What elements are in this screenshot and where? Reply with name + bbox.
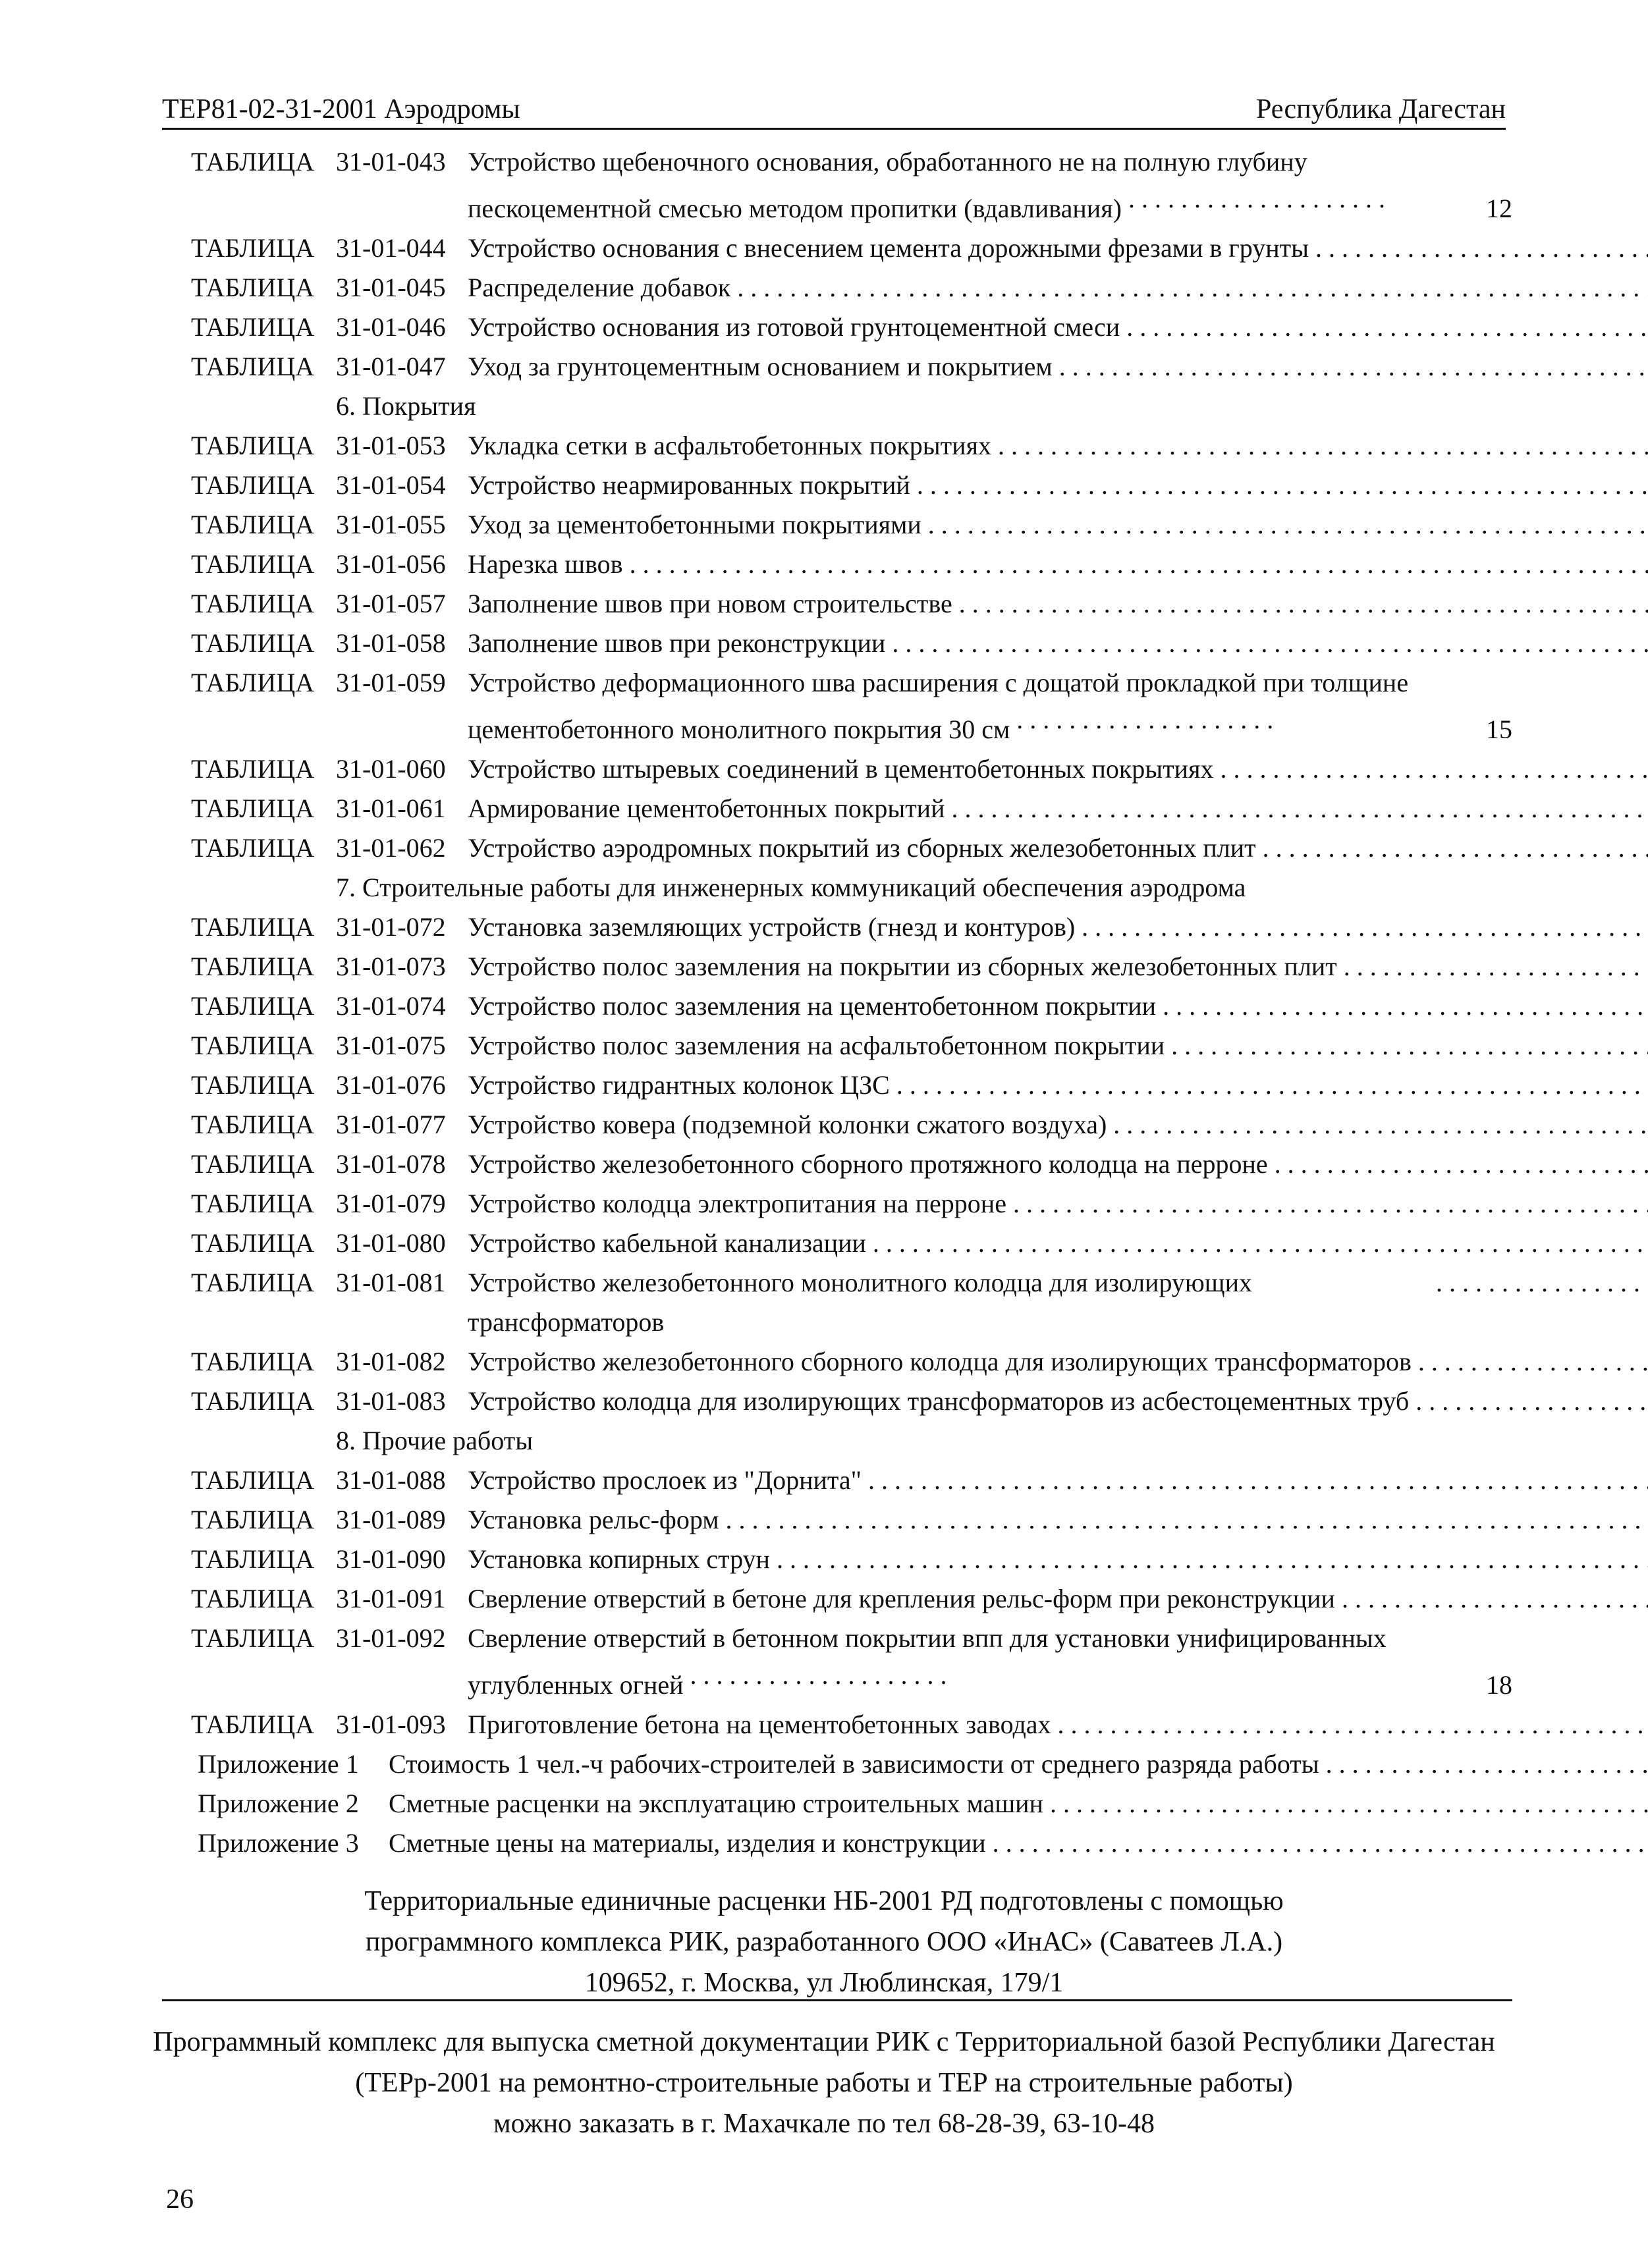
toc-entry-title: Установка копирных струн (468, 1544, 770, 1574)
dot-leader (952, 789, 1648, 828)
toc-entry (191, 907, 1512, 947)
toc-entry-code: 31-01-073 (336, 952, 446, 981)
toc-entry-label: ТАБЛИЦА (191, 1544, 315, 1574)
toc-entry-title-wrap (468, 1382, 1648, 1421)
toc-entry-title-wrap (468, 584, 1648, 624)
dot-leader (1016, 701, 1280, 738)
divider (162, 1999, 1512, 2001)
dot-leader (998, 426, 1648, 466)
toc-entry-label: ТАБЛИЦА (191, 1189, 315, 1218)
dot-leader (1058, 1705, 1648, 1744)
toc-entry-title-wrap (468, 1500, 1648, 1540)
table-of-contents (191, 142, 1512, 1863)
toc-entry-code: 31-01-092 (336, 1623, 446, 1653)
toc-entry-label: ТАБЛИЦА (191, 589, 315, 618)
advertisement-note (0, 2022, 1648, 2144)
dot-leader (873, 1224, 1648, 1263)
toc-entry-code: 31-01-083 (336, 1386, 446, 1416)
toc-entry-title: Устройство колодца для изолирующих трансформаторов из асбестоцементных труб (468, 1386, 1410, 1416)
toc-entry-label: ТАБЛИЦА (191, 431, 315, 460)
toc-entry-title-wrap (468, 347, 1648, 387)
toc-entry-title: Устройство полос заземления на цементобетонном покрытии (468, 991, 1157, 1021)
toc-entry-title: Устройство железобетонного монолитного колодца для изолирующих трансформаторов (468, 1268, 1253, 1337)
toc-entry-title-wrap (389, 1744, 1648, 1784)
toc-entry (191, 1184, 1512, 1224)
toc-appendix-entry (191, 1784, 1512, 1823)
toc-entry-title: Уход за грунтоцементным основанием и покрытием (468, 352, 1053, 381)
toc-entry (191, 1026, 1512, 1066)
toc-entry-label: ТАБЛИЦА (191, 1584, 315, 1613)
toc-entry-label: ТАБЛИЦА (191, 628, 315, 658)
toc-entry-title: Армирование цементобетонных покрытий (468, 794, 945, 823)
toc-entry (191, 1579, 1512, 1619)
toc-entry-code: 31-01-090 (336, 1544, 446, 1574)
toc-entry-page: 15 (1486, 715, 1512, 744)
toc-entry-page: 18 (1486, 1670, 1512, 1700)
toc-entry (191, 789, 1512, 828)
toc-entry-title: Установка заземляющих устройств (гнезд и контуров) (468, 912, 1076, 942)
toc-entry-title: Устройство полос заземления на асфальтобетонном покрытии (468, 1031, 1165, 1060)
toc-entry-title-wrap (468, 749, 1648, 789)
dot-leader (630, 545, 1648, 584)
toc-entry-code: 31-01-072 (336, 912, 446, 942)
toc-entry-title-wrap (468, 505, 1648, 545)
toc-entry-label: ТАБЛИЦА (191, 1070, 315, 1100)
toc-entry-label: ТАБЛИЦА (191, 1149, 315, 1179)
toc-entry-title: Устройство прослоек из "Дорнита" (468, 1465, 862, 1495)
toc-entry-code: 31-01-081 (336, 1268, 446, 1297)
toc-entry-label: ТАБЛИЦА (191, 147, 315, 176)
toc-entry-title-wrap (468, 1105, 1648, 1145)
toc-entry-title: Уход за цементобетонными покрытиями (468, 510, 921, 539)
toc-entry-code: 31-01-088 (336, 1465, 446, 1495)
toc-section-heading: 7. Строительные работы для инженерных коммуникаций обеспечения аэродрома (336, 873, 1246, 902)
toc-entry-title-wrap (468, 1705, 1648, 1744)
toc-entry-title: Устройство ковера (подземной колонки сжатого воздуха) (468, 1110, 1107, 1139)
toc-entry-title: Устройство гидрантных колонок ЦЗС (468, 1070, 890, 1100)
toc-entry-title-wrap (468, 1620, 1473, 1704)
dot-leader (1220, 749, 1648, 789)
toc-entry-title-wrap (468, 1342, 1648, 1382)
toc-entry (191, 144, 1512, 227)
toc-entry-title-wrap (468, 624, 1648, 663)
toc-entry-label: ТАБЛИЦА (191, 549, 315, 579)
dot-leader (1326, 1744, 1648, 1784)
toc-entry-code: 31-01-062 (336, 833, 446, 863)
toc-entry-title-wrap (468, 1263, 1648, 1342)
dot-leader (896, 1066, 1648, 1105)
toc-entry (191, 1263, 1512, 1342)
toc-entry-title: Устройство основания с внесением цемента дорожными фрезами в грунты (468, 233, 1309, 263)
toc-entry-label: ТАБЛИЦА (191, 1710, 315, 1739)
toc-entry (191, 828, 1512, 868)
toc-entry-title-wrap (468, 828, 1648, 868)
toc-entry-label: ТАБЛИЦА (191, 668, 315, 697)
toc-entry-label: ТАБЛИЦА (191, 912, 315, 942)
toc-entry-code: 31-01-044 (336, 233, 446, 263)
toc-entry-label: Приложение 1 (198, 1749, 359, 1779)
toc-entry (191, 1224, 1512, 1263)
page-number: 26 (166, 2184, 194, 2215)
credit-line: 109652, г. Москва, ул Люблинская, 179/1 (584, 1968, 1064, 1998)
dot-leader (928, 505, 1648, 545)
toc-entry-title-wrap (468, 426, 1648, 466)
toc-entry (191, 505, 1512, 545)
toc-entry (191, 466, 1512, 505)
toc-entry-code: 31-01-056 (336, 549, 446, 579)
toc-entry-title: Стоимость 1 чел.-ч рабочих-строителей в зависимости от среднего разряда работы (389, 1749, 1319, 1779)
toc-entry-title: Устройство основания из готовой грунтоцементной смеси (468, 312, 1120, 342)
toc-entry-title: Устройство щебеночного основания, обработанного не на полную глубину пескоцементной смесью методом пропитки (вдавливания) (468, 147, 1307, 223)
toc-entry-code: 31-01-053 (336, 431, 446, 460)
dot-leader (1171, 1026, 1648, 1066)
toc-entry-code: 31-01-075 (336, 1031, 446, 1060)
toc-entry-title: Устройство неармированных покрытий (468, 470, 910, 500)
toc-entry-title-wrap (468, 1540, 1648, 1579)
toc-entry-code: 31-01-055 (336, 510, 446, 539)
dot-leader (726, 1500, 1648, 1540)
toc-entry-label: ТАБЛИЦА (191, 1465, 315, 1495)
toc-entry (191, 426, 1512, 466)
toc-entry-title-wrap (468, 1461, 1648, 1500)
ad-line: можно заказать в г. Махачкале по тел 68-28-39, 63-10-48 (493, 2109, 1155, 2139)
toc-entry-title: Устройство железобетонного сборного протяжного колодца на перроне (468, 1149, 1268, 1179)
toc-entry-title: Приготовление бетона на цементобетонных заводах (468, 1710, 1051, 1739)
toc-entry-title-wrap (468, 1066, 1648, 1105)
toc-entry (191, 1500, 1512, 1540)
running-header (162, 91, 1506, 130)
toc-entry-label: ТАБЛИЦА (191, 1347, 315, 1376)
toc-entry (191, 584, 1512, 624)
toc-entry-title-wrap (389, 1784, 1648, 1823)
toc-entry-code: 31-01-074 (336, 991, 446, 1021)
toc-entry (191, 947, 1512, 986)
toc-appendix-entry (191, 1823, 1512, 1863)
toc-entry-title: Устройство полос заземления на покрытии из сборных железобетонных плит (468, 952, 1337, 981)
toc-entry-code: 31-01-091 (336, 1584, 446, 1613)
toc-entry (191, 1145, 1512, 1184)
toc-entry-code: 31-01-093 (336, 1710, 446, 1739)
toc-entry-label: Приложение 2 (198, 1789, 359, 1818)
toc-entry-title: Заполнение швов при новом строительстве (468, 589, 952, 618)
toc-entry-label: ТАБЛИЦА (191, 352, 315, 381)
toc-entry-label: ТАБЛИЦА (191, 470, 315, 500)
toc-entry-label: ТАБЛИЦА (191, 1505, 315, 1534)
ad-line: (ТЕРр-2001 на ремонтно-строительные работы и ТЕР на строительные работы) (355, 2068, 1293, 2098)
toc-entry (191, 1540, 1512, 1579)
toc-entry (191, 1342, 1512, 1382)
toc-entry-code: 31-01-057 (336, 589, 446, 618)
toc-appendix-entry (191, 1744, 1512, 1784)
toc-entry-label: Приложение 3 (198, 1828, 359, 1858)
dot-leader (1082, 907, 1648, 947)
toc-entry (191, 1705, 1512, 1744)
toc-entry (191, 545, 1512, 584)
dot-leader (1126, 308, 1648, 347)
toc-entry-label: ТАБЛИЦА (191, 1268, 315, 1297)
toc-entry-title: Укладка сетки в асфальтобетонных покрытиях (468, 431, 991, 460)
toc-section-heading: 8. Прочие работы (336, 1426, 534, 1455)
toc-entry-title-wrap (468, 947, 1648, 986)
toc-entry-label: ТАБЛИЦА (191, 312, 315, 342)
dot-leader (1415, 1382, 1648, 1421)
dot-leader (1128, 180, 1392, 217)
toc-entry-code: 31-01-077 (336, 1110, 446, 1139)
toc-entry-title-wrap (468, 664, 1473, 748)
toc-entry-title-wrap (468, 1145, 1648, 1184)
dot-leader (1013, 1184, 1648, 1224)
dot-leader (1263, 828, 1648, 868)
toc-entry-title-wrap (468, 986, 1648, 1026)
credit-line: Территориальные единичные расценки НБ-2001 РД подготовлены с помощью (364, 1886, 1284, 1916)
toc-entry-title-wrap (468, 1026, 1648, 1066)
dot-leader (1436, 1263, 1648, 1303)
dot-leader (1050, 1784, 1648, 1823)
ad-line: Программный комплекс для выпуска сметной документации РИК с Территориальной базой Республики Дагестан (153, 2027, 1495, 2057)
toc-entry-label: ТАБЛИЦА (191, 233, 315, 263)
toc-entry-label: ТАБЛИЦА (191, 754, 315, 784)
toc-entry-title-wrap (468, 144, 1473, 227)
toc-entry (191, 1066, 1512, 1105)
header-region: Республика Дагестан (1255, 94, 1506, 124)
toc-entry-code: 31-01-054 (336, 470, 446, 500)
dot-leader (868, 1461, 1648, 1500)
toc-entry-label: ТАБЛИЦА (191, 1623, 315, 1653)
dot-leader (1315, 229, 1648, 268)
dot-leader (1344, 947, 1648, 986)
toc-entry-label: ТАБЛИЦА (191, 1110, 315, 1139)
dot-leader (1059, 347, 1648, 387)
toc-entry-title: Сметные цены на материалы, изделия и конструкции (389, 1828, 986, 1858)
toc-entry-title-wrap (468, 229, 1648, 268)
toc-entry-code: 31-01-059 (336, 668, 446, 697)
dot-leader (737, 268, 1648, 308)
toc-entry-title-wrap (468, 268, 1648, 308)
toc-entry-code: 31-01-047 (336, 352, 446, 381)
toc-entry-code: 31-01-079 (336, 1189, 446, 1218)
toc-entry-label: ТАБЛИЦА (191, 1386, 315, 1416)
dot-leader (1342, 1579, 1648, 1619)
toc-entry-title: Устройство деформационного шва расширения с дощатой прокладкой при толщине цементобетонного монолитного покрытия 30 см (468, 668, 1409, 744)
toc-entry-code: 31-01-089 (336, 1505, 446, 1534)
dot-leader (1275, 1145, 1648, 1184)
toc-entry-label: ТАБЛИЦА (191, 794, 315, 823)
dot-leader (917, 466, 1648, 505)
toc-entry-title: Заполнение швов при реконструкции (468, 628, 886, 658)
toc-entry-title: Нарезка швов (468, 549, 623, 579)
toc-entry-label: ТАБЛИЦА (191, 991, 315, 1021)
toc-entry-title: Сверление отверстий в бетоне для крепления рельс-форм при реконструкции (468, 1584, 1335, 1613)
toc-section-heading: 6. Покрытия (336, 391, 476, 421)
toc-entry (191, 308, 1512, 347)
toc-entry-label: ТАБЛИЦА (191, 833, 315, 863)
toc-entry (191, 1382, 1512, 1421)
toc-entry (191, 229, 1512, 268)
toc-entry (191, 1461, 1512, 1500)
toc-entry-title-wrap (468, 1224, 1648, 1263)
toc-entry-title: Устройство штыревых соединений в цементобетонных покрытиях (468, 754, 1214, 784)
toc-entry-title-wrap (468, 907, 1648, 947)
toc-entry (191, 268, 1512, 308)
toc-entry-label: ТАБЛИЦА (191, 273, 315, 302)
toc-entry-label: ТАБЛИЦА (191, 952, 315, 981)
toc-entry-title: Сметные расценки на эксплуатацию строительных машин (389, 1789, 1043, 1818)
toc-entry-code: 31-01-046 (336, 312, 446, 342)
toc-entry-code: 31-01-076 (336, 1070, 446, 1100)
toc-entry (191, 749, 1512, 789)
toc-entry-page: 12 (1486, 194, 1512, 223)
toc-entry-title: Устройство кабельной канализации (468, 1228, 866, 1258)
toc-entry-title: Устройство колодца электропитания на перроне (468, 1189, 1006, 1218)
toc-entry-code: 31-01-080 (336, 1228, 446, 1258)
toc-entry (191, 624, 1512, 663)
dot-leader (993, 1823, 1648, 1863)
toc-entry-title-wrap (468, 1579, 1648, 1619)
toc-entry-label: ТАБЛИЦА (191, 1031, 315, 1060)
toc-entry-title: Устройство железобетонного сборного колодца для изолирующих трансформаторов (468, 1347, 1412, 1376)
toc-entry (191, 986, 1512, 1026)
dot-leader (1163, 986, 1648, 1026)
toc-entry-title: Установка рельс-форм (468, 1505, 719, 1534)
toc-entry (191, 1620, 1512, 1704)
dot-leader (1418, 1342, 1648, 1382)
credit-line: программного комплекса РИК, разработанного ООО «ИнАС» (Саватеев Л.А.) (365, 1927, 1283, 1957)
toc-entry-title: Устройство аэродромных покрытий из сборных железобетонных плит (468, 833, 1256, 863)
toc-entry-title-wrap (468, 308, 1648, 347)
toc-entry-code: 31-01-061 (336, 794, 446, 823)
credit-note (0, 1881, 1648, 2003)
toc-entry (191, 347, 1512, 387)
toc-entry-label: ТАБЛИЦА (191, 510, 315, 539)
toc-entry-code: 31-01-043 (336, 147, 446, 176)
toc-entry-code: 31-01-082 (336, 1347, 446, 1376)
dot-leader (959, 584, 1648, 624)
toc-entry (191, 1105, 1512, 1145)
toc-entry-title: Сверление отверстий в бетонном покрытии впп для установки унифицированных углубленных огней (468, 1623, 1387, 1700)
toc-entry-title-wrap (389, 1823, 1648, 1863)
toc-entry-label: ТАБЛИЦА (191, 1228, 315, 1258)
dot-leader (1113, 1105, 1648, 1145)
dot-leader (892, 624, 1648, 663)
toc-entry-title-wrap (468, 545, 1648, 584)
toc-entry-code: 31-01-045 (336, 273, 446, 302)
dot-leader (690, 1657, 954, 1694)
toc-entry-code: 31-01-058 (336, 628, 446, 658)
toc-entry-title: Распределение добавок (468, 273, 731, 302)
toc-entry-code: 31-01-078 (336, 1149, 446, 1179)
toc-entry-title-wrap (468, 1184, 1648, 1224)
toc-entry (191, 664, 1512, 748)
toc-entry-title-wrap (468, 466, 1648, 505)
toc-entry-code: 31-01-060 (336, 754, 446, 784)
toc-entry-title-wrap (468, 789, 1648, 828)
header-document-code: ТЕР81-02-31-2001 Аэродромы (162, 94, 520, 124)
dot-leader (777, 1540, 1648, 1579)
